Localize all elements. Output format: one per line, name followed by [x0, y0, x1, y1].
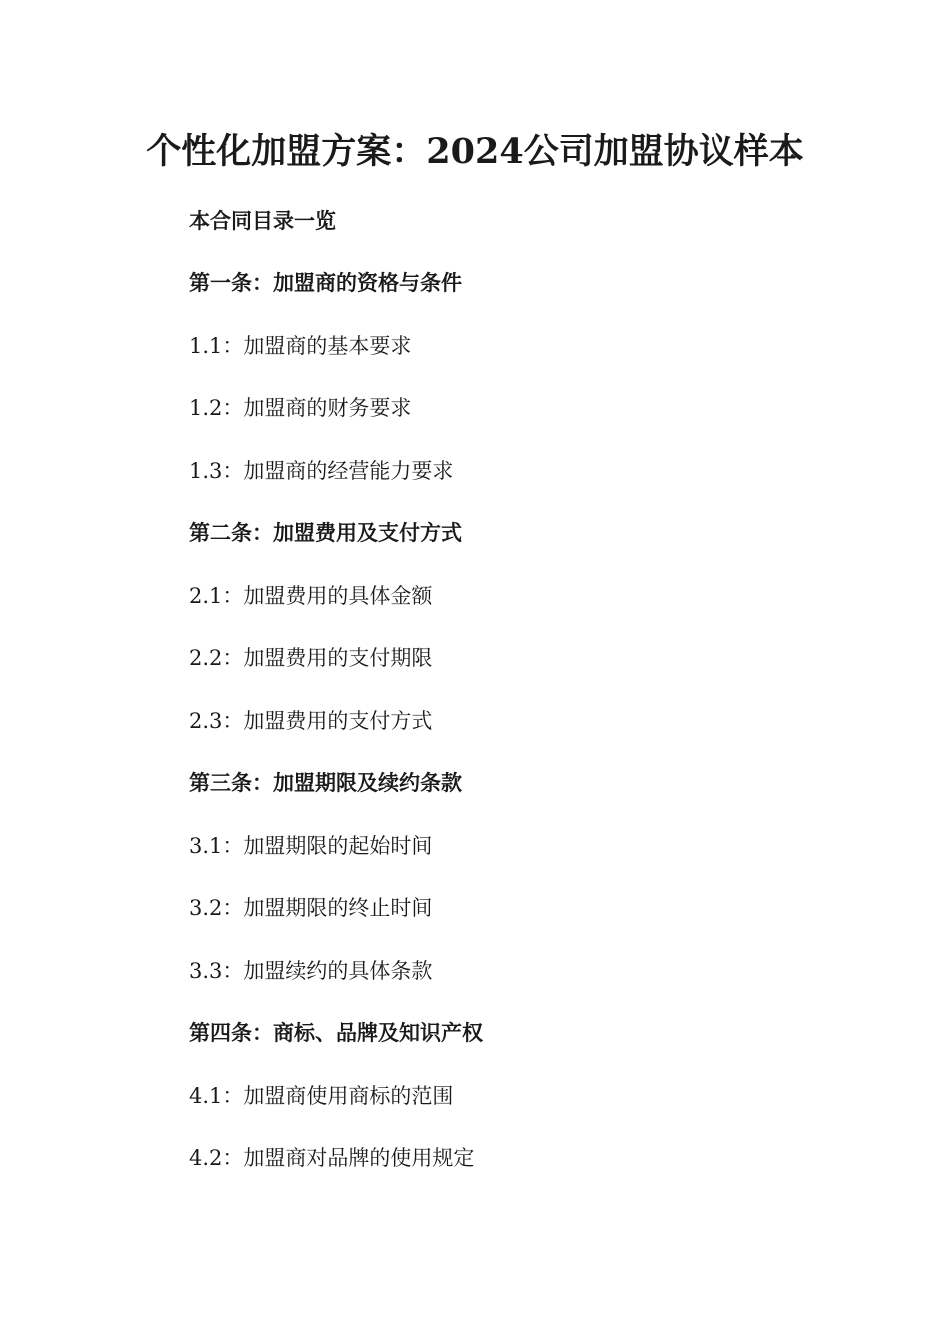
toc-article-2: 第二条：加盟费用及支付方式 — [189, 520, 462, 545]
toc-article-3: 第三条：加盟期限及续约条款 — [189, 770, 462, 795]
toc-clause-4-2: 4.2：加盟商对品牌的使用规定 — [189, 1146, 475, 1170]
toc-article-1: 第一条：加盟商的资格与条件 — [189, 270, 462, 295]
toc-heading: 本合同目录一览 — [189, 208, 336, 233]
document-title: 个性化加盟方案：2024公司加盟协议样本 — [146, 131, 804, 172]
toc-clause-3-2: 3.2：加盟期限的终止时间 — [189, 896, 433, 920]
toc-clause-1-1: 1.1：加盟商的基本要求 — [189, 334, 412, 358]
toc-clause-2-3: 2.3：加盟费用的支付方式 — [189, 709, 433, 733]
toc-clause-1-3: 1.3：加盟商的经营能力要求 — [189, 459, 454, 483]
toc-clause-3-3: 3.3：加盟续约的具体条款 — [189, 959, 433, 983]
toc-clause-2-1: 2.1：加盟费用的具体金额 — [189, 584, 433, 608]
toc-clause-3-1: 3.1：加盟期限的起始时间 — [189, 834, 433, 858]
toc-clause-1-2: 1.2：加盟商的财务要求 — [189, 396, 412, 420]
toc-clause-2-2: 2.2：加盟费用的支付期限 — [189, 646, 433, 670]
toc-article-4: 第四条：商标、品牌及知识产权 — [189, 1020, 483, 1045]
toc-clause-4-1: 4.1：加盟商使用商标的范围 — [189, 1084, 454, 1108]
